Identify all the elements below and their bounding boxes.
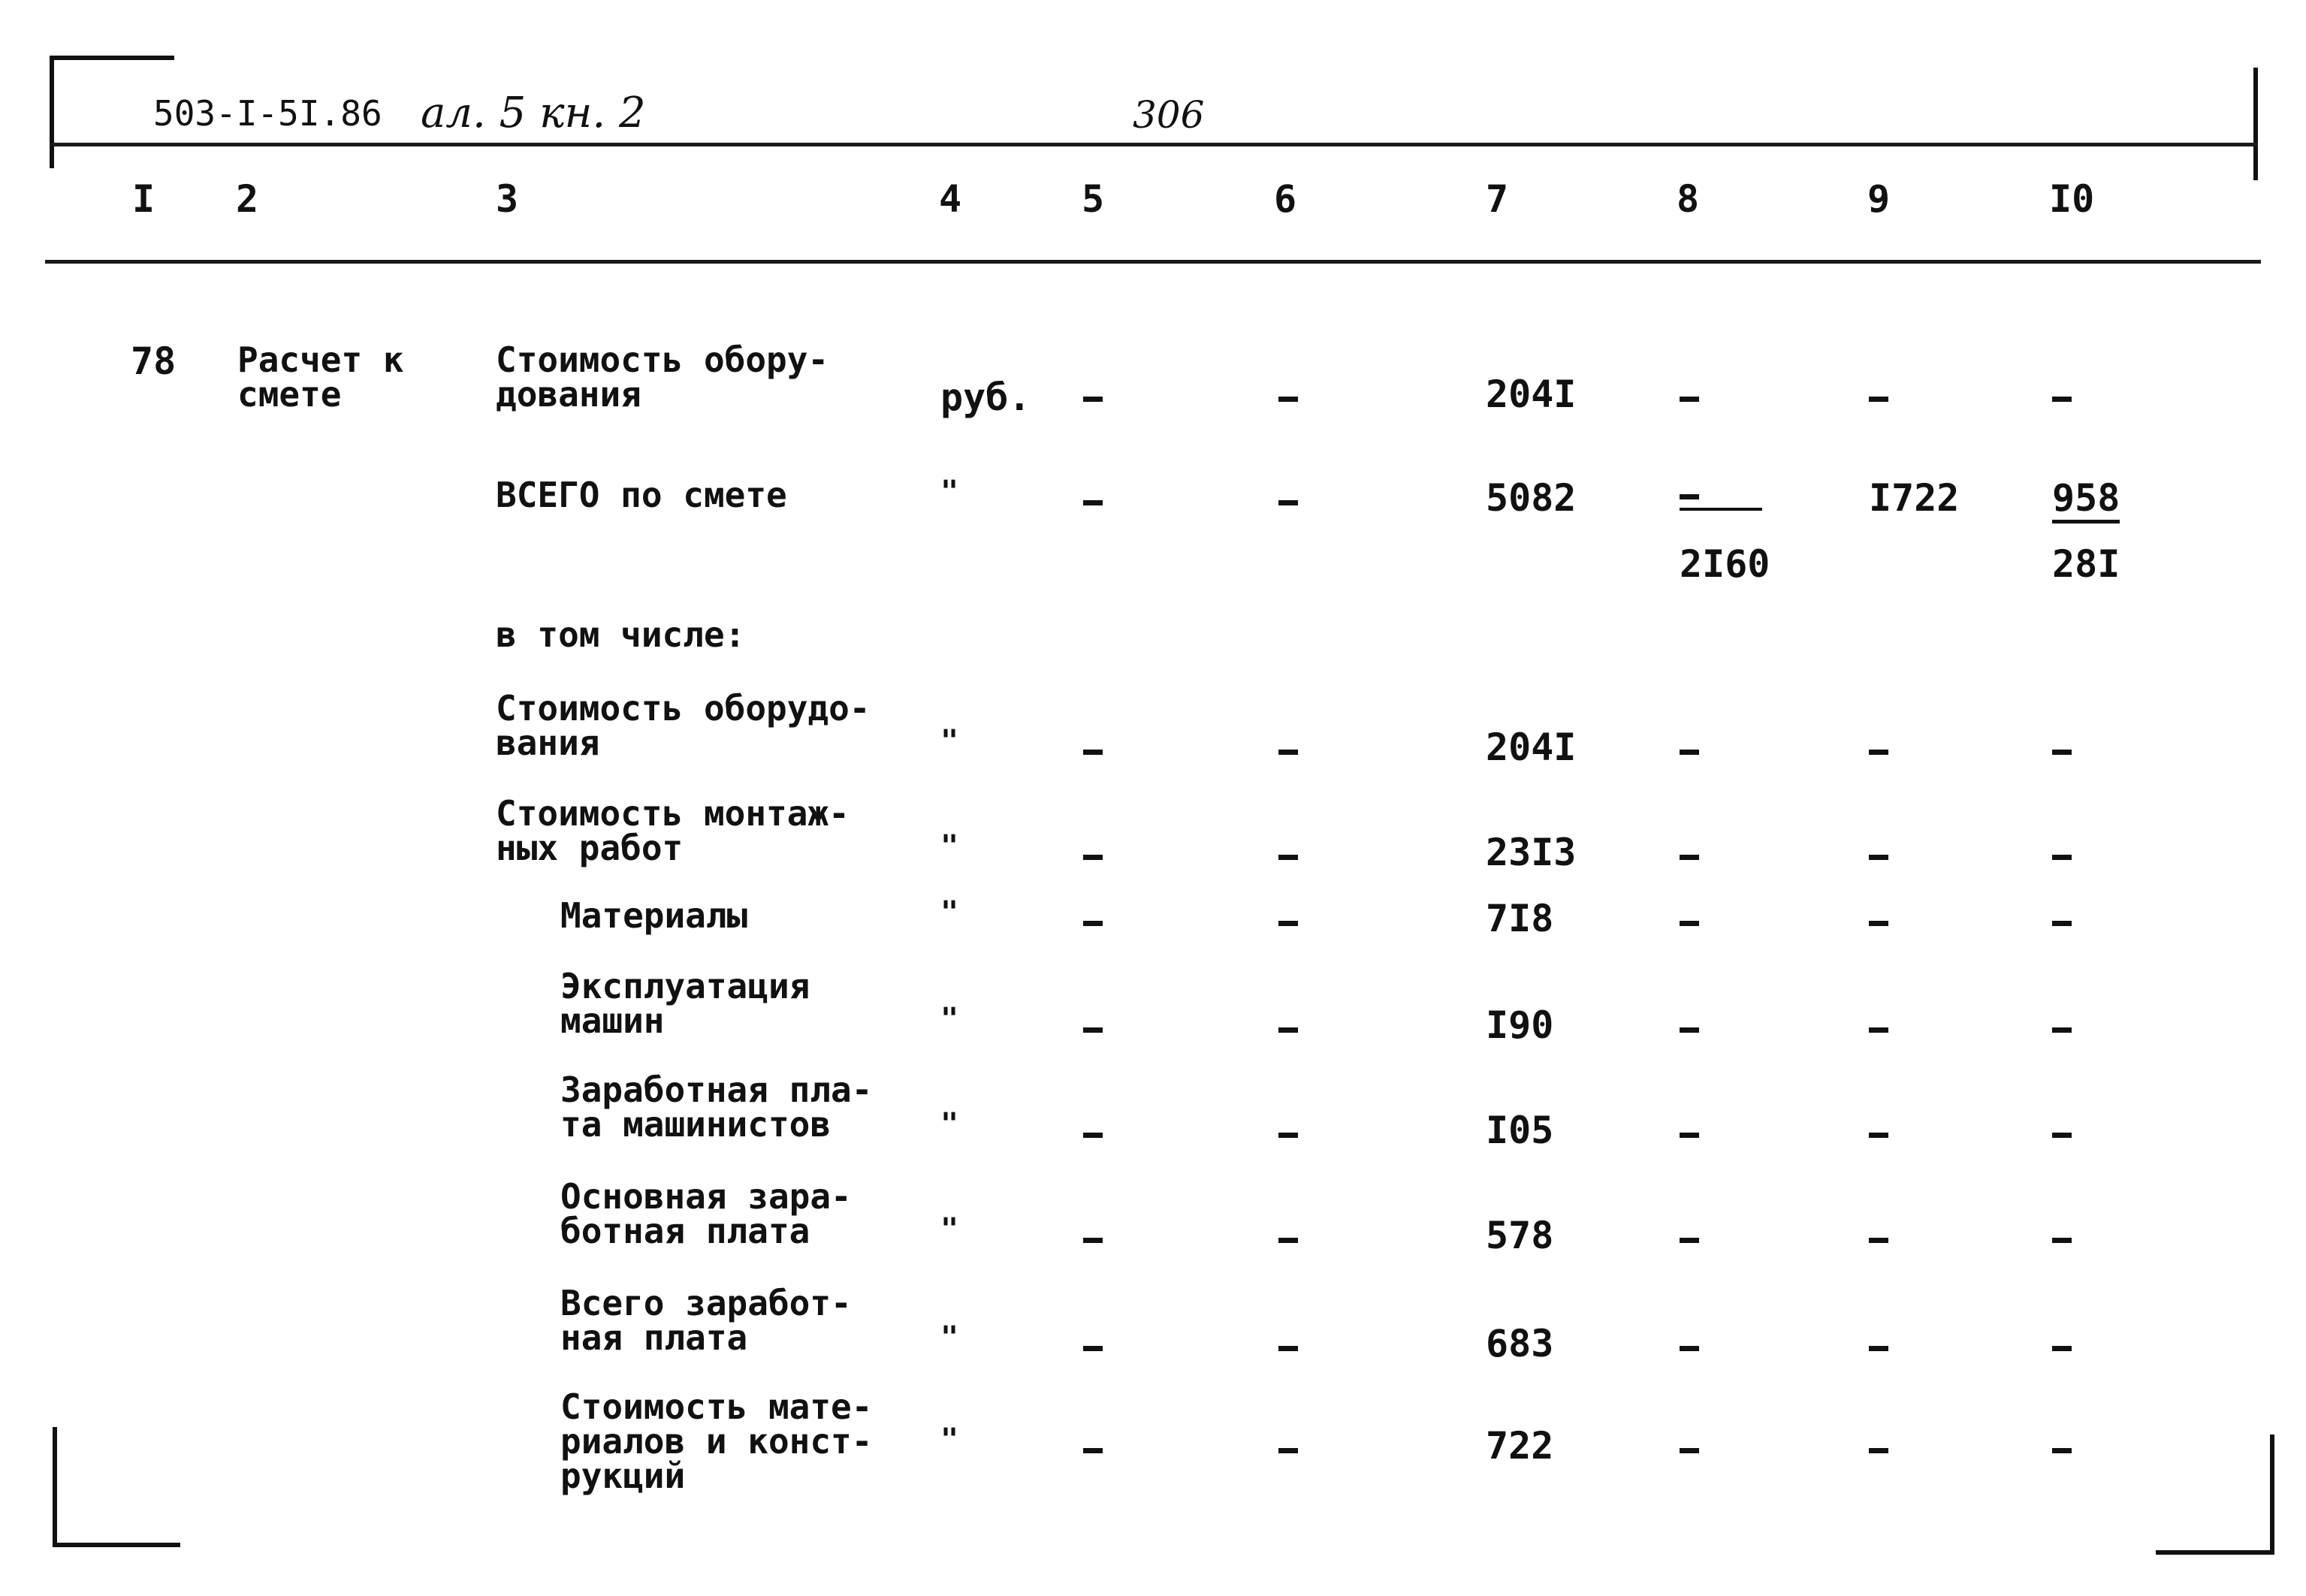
dash-col10	[2052, 397, 2072, 402]
unit-cell: руб.	[940, 376, 1031, 419]
item-name-line: Основная зара-	[560, 1176, 852, 1217]
dash-col6	[1278, 500, 1298, 505]
dash-col9	[1869, 921, 1888, 926]
item-name-line: Стоимость оборудо-	[496, 688, 871, 729]
dash-col8	[1680, 1238, 1699, 1243]
item-name-line: Эксплуатация	[560, 966, 810, 1006]
dash-col6	[1278, 1448, 1298, 1453]
dash-col8	[1680, 921, 1699, 926]
dash-col5	[1083, 750, 1103, 755]
row-basis-line-1: Расчет к	[237, 339, 404, 380]
frame-corner-bottom-right-h	[2156, 1550, 2274, 1555]
dash-col8	[1680, 1448, 1699, 1453]
column-header-1: I	[132, 177, 155, 221]
value-col7: 204I	[1486, 373, 1577, 416]
dash-col6	[1278, 1238, 1298, 1243]
column-header-6: 6	[1274, 177, 1297, 221]
item-name-line: та машинистов	[560, 1104, 832, 1145]
dash-col9	[1869, 855, 1888, 860]
page-number: 306	[1133, 93, 1205, 137]
item-name-line: рукций	[560, 1456, 686, 1496]
frame-corner-bottom-right-v	[2270, 1435, 2274, 1555]
dash-col9	[1869, 1346, 1888, 1351]
dash-col8	[1680, 1133, 1699, 1138]
item-name-line: Заработная пла-	[560, 1070, 873, 1110]
dash-col8	[1680, 1346, 1699, 1351]
item-name-line: Стоимость обору-	[496, 339, 829, 380]
dash-col10	[2052, 1133, 2072, 1138]
value-col7: 5082	[1486, 476, 1577, 520]
item-name-line: риалов и конст-	[560, 1421, 873, 1462]
value-col7: 578	[1486, 1214, 1554, 1257]
dash-col10	[2052, 1448, 2072, 1453]
dash-col10	[2052, 921, 2072, 926]
value-col8-bottom: 2I60	[1680, 542, 1770, 586]
value-col10-bottom: 28I	[2052, 542, 2120, 586]
frame-corner-top-left-v	[50, 56, 54, 168]
column-header-rule	[45, 260, 2261, 264]
dash-col8	[1680, 397, 1699, 402]
dash-col6	[1278, 1346, 1298, 1351]
item-name-line: Материалы	[560, 895, 748, 936]
column-header-2: 2	[236, 177, 259, 221]
column-header-7: 7	[1486, 177, 1509, 221]
dash-col9	[1869, 1133, 1888, 1138]
column-header-4: 4	[939, 177, 962, 221]
dash-col8	[1680, 750, 1699, 755]
value-col10-top: 958	[2052, 476, 2120, 523]
column-header-10: I0	[2049, 177, 2095, 221]
unit-cell: "	[940, 895, 959, 930]
item-name-line: ных работ	[496, 828, 684, 868]
dash-col5	[1083, 1027, 1103, 1033]
dash-col10	[2052, 1027, 2072, 1033]
item-name-line: в том числе:	[496, 614, 746, 655]
dash-col9	[1869, 1448, 1888, 1453]
dash-col5	[1083, 921, 1103, 926]
dash-col9	[1869, 397, 1888, 402]
item-name-line: дования	[496, 374, 641, 415]
row-basis-line-2: смете	[237, 374, 342, 415]
column-header-9: 9	[1867, 177, 1891, 221]
dash-col5	[1083, 1448, 1103, 1453]
item-name-line: Стоимость мате-	[560, 1386, 873, 1427]
row-number: 78	[131, 339, 177, 383]
dash-col5	[1083, 1346, 1103, 1351]
header-rule	[50, 143, 2258, 146]
value-col7: 7I8	[1486, 897, 1554, 940]
dash-col6	[1278, 750, 1298, 755]
unit-cell: "	[940, 1002, 959, 1036]
dash-col10	[2052, 750, 2072, 755]
unit-cell: "	[940, 1107, 959, 1142]
column-header-8: 8	[1677, 177, 1700, 221]
item-name-line: Всего заработ-	[560, 1283, 852, 1323]
column-header-3: 3	[496, 177, 519, 221]
col8-fraction-top	[1680, 508, 1762, 511]
dash-col8	[1680, 1027, 1699, 1033]
value-col7: 204I	[1486, 726, 1577, 769]
frame-corner-top-right-v	[2253, 68, 2258, 180]
dash-col9	[1869, 1238, 1888, 1243]
document-code: 503-I-5I.86	[153, 93, 382, 134]
dash-col6	[1278, 921, 1298, 926]
dash-col5	[1083, 855, 1103, 860]
dash-col10	[2052, 1346, 2072, 1351]
value-col9: I722	[1869, 476, 1960, 520]
dash-col5	[1083, 397, 1103, 402]
dash-col10	[2052, 1238, 2072, 1243]
dash-col6	[1278, 397, 1298, 402]
item-name-line: Стоимость монтаж-	[496, 793, 850, 834]
value-col7: 23I3	[1486, 831, 1577, 874]
item-name-line: вания	[496, 723, 600, 763]
item-name-line: машин	[560, 1000, 665, 1041]
value-col7: I05	[1486, 1109, 1554, 1152]
unit-cell: "	[940, 475, 959, 509]
item-name-line: ная плата	[560, 1317, 748, 1358]
unit-cell: "	[940, 1423, 959, 1457]
frame-corner-top-left-h	[50, 56, 174, 60]
dash-col8	[1680, 855, 1699, 860]
dash-col9	[1869, 1027, 1888, 1033]
handwritten-note: ал. 5 кн. 2	[421, 89, 646, 137]
unit-cell: "	[940, 829, 959, 864]
unit-cell: "	[940, 1320, 959, 1355]
frame-corner-bottom-left-h	[53, 1543, 180, 1547]
item-name-line: ботная плата	[560, 1211, 810, 1251]
column-header-5: 5	[1082, 177, 1105, 221]
dash-col6	[1278, 1027, 1298, 1033]
dash-col8-top	[1680, 494, 1699, 499]
unit-cell: "	[940, 724, 959, 759]
value-col7: I90	[1486, 1003, 1554, 1047]
value-col7: 683	[1486, 1322, 1554, 1365]
dash-col9	[1869, 750, 1888, 755]
dash-col10	[2052, 855, 2072, 860]
unit-cell: "	[940, 1212, 959, 1247]
frame-corner-bottom-left-v	[53, 1427, 57, 1547]
dash-col5	[1083, 1133, 1103, 1138]
item-name-line: ВСЕГО по смете	[496, 475, 787, 515]
value-col7: 722	[1486, 1424, 1554, 1468]
dash-col6	[1278, 855, 1298, 860]
dash-col5	[1083, 500, 1103, 505]
dash-col6	[1278, 1133, 1298, 1138]
dash-col5	[1083, 1238, 1103, 1243]
